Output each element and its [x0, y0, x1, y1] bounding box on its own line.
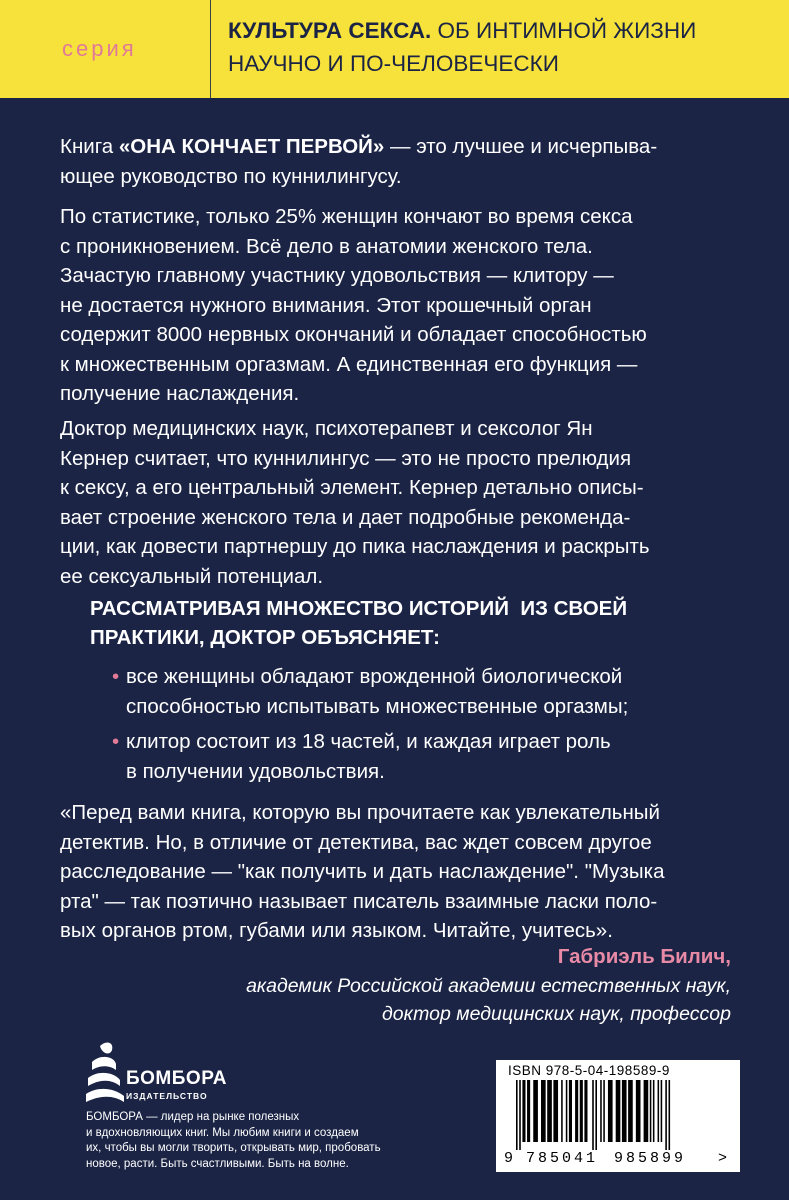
barcode-bar	[665, 1080, 667, 1150]
barcode-bar	[561, 1080, 563, 1142]
author-paragraph	[60, 414, 740, 591]
lead-line: ПРАКТИКИ, ДОКТОР ОБЪЯСНЯЕТ:	[90, 626, 441, 649]
paragraph-line: содержит 8000 нервных окончаний и обладает способностью	[60, 323, 647, 346]
quote-line: рта" — так поэтично называет писатель взаимные ласки поло-	[60, 889, 658, 913]
bullet-list	[90, 662, 750, 792]
paragraph-line: вает строение женского тела и дает подробные рекоменда-	[60, 505, 631, 529]
barcode-bar	[636, 1080, 641, 1142]
paragraph-line: не достается нужного внимания. Этот крошечный орган	[60, 293, 592, 317]
barcode-bar	[533, 1080, 538, 1142]
barcode-bar	[584, 1080, 587, 1142]
barcode-bar	[569, 1080, 572, 1142]
barcode-bar	[650, 1080, 652, 1142]
series-divider	[210, 0, 211, 98]
review-quote	[60, 798, 740, 946]
barcode-bar	[547, 1080, 552, 1142]
lead-line: РАССМАТРИВАЯ МНОЖЕСТВО ИСТОРИЙ ИЗ СВОЕЙ	[90, 597, 628, 620]
barcode-bar	[553, 1080, 558, 1142]
quote-line: «Перед вами книга, которую вы прочитаете как увлекательный	[60, 801, 660, 824]
quote-author-role: академик Российской академии естественных наук,	[246, 975, 731, 997]
quote-line: детектив. Но, в отличие от детектива, вас ждет совсем другое	[60, 830, 652, 854]
quote-author-name: Габриэль Билич,	[557, 945, 731, 968]
publisher-description	[86, 1110, 416, 1172]
barcode-bar	[595, 1080, 597, 1150]
isbn-number: ISBN 978-5-04-198589-9	[508, 1063, 670, 1078]
paragraph-line: Доктор медицинских наук, психотерапевт и сексолог Ян	[60, 417, 593, 440]
barcode-bars	[506, 1080, 730, 1152]
publisher-logo	[86, 1040, 246, 1110]
quote-author-role: доктор медицинских наук, профессор	[382, 1003, 731, 1025]
book-title: «ОНА КОНЧАЕТ ПЕРВОЙ»	[118, 135, 385, 158]
intro-after: — это лучшее и исчерпыва-	[384, 135, 658, 158]
paragraph-line: с проникновением. Всё дело в анатомии женского тела.	[60, 234, 593, 258]
paragraph-line: По статистике, только 25% женщин кончают во время секса	[60, 205, 633, 228]
barcode-bar	[566, 1080, 568, 1142]
quote-line: расследование — "как получить и дать наслаждение". "Музыка	[60, 860, 665, 883]
paragraph-line: Кернер считает, что куннилингус — это не просто прелюдия	[60, 446, 632, 470]
barcode-bar	[608, 1080, 613, 1142]
quote-line: вых органов ртом, губами или языком. Читайте, учитесь».	[60, 919, 613, 942]
barcode-bar	[616, 1080, 621, 1142]
list-item	[90, 662, 750, 721]
barcode-bar	[628, 1080, 633, 1142]
barcode-bar	[580, 1080, 583, 1142]
paragraph-line: получение наслаждения.	[60, 382, 300, 405]
series-title-rest: ОБ ИНТИМНОЙ ЖИЗНИ	[431, 18, 697, 43]
barcode-bar	[600, 1080, 602, 1142]
description-line: новое, расти. Быть счастливыми. Быть на волне.	[86, 1157, 349, 1170]
paragraph-line: Зачастую главному участнику удовольствия — клитору —	[60, 264, 614, 287]
bullet-line: в получении удовольствия.	[126, 759, 385, 783]
barcode-bar	[661, 1080, 663, 1142]
barcode-bar	[541, 1080, 546, 1142]
bombora-wave-icon	[86, 1040, 126, 1106]
lead-heading	[90, 594, 750, 652]
intro-line-2: ющее руководство по куннилингусу.	[60, 164, 402, 188]
publisher-sub: ИЗДАТЕЛЬСТВО	[126, 1091, 208, 1101]
bullet-line: клитор состоит из 18 частей, и каждая играет роль	[126, 730, 611, 753]
bullet-line: все женщины обладают врожденной биологической	[126, 665, 623, 688]
description-line: и вдохновляющих книг. Мы любим книги и создаем	[86, 1126, 359, 1139]
isbn-barcode	[496, 1060, 740, 1172]
barcode-bar	[527, 1080, 530, 1142]
bullet-icon: •	[112, 665, 120, 688]
barcode-right-group: 985899	[614, 1150, 687, 1167]
barcode-bar	[519, 1080, 521, 1150]
intro-before: Книга	[60, 135, 119, 158]
list-item	[90, 727, 750, 786]
barcode-bar	[575, 1080, 578, 1142]
series-title	[228, 14, 768, 80]
paragraph-line: к сексу, а его центральный элемент. Кернер детально описы-	[60, 476, 644, 499]
paragraph-line: ее сексуальный потенциал.	[60, 564, 324, 588]
barcode-bar	[603, 1080, 605, 1142]
barcode-bar	[516, 1080, 518, 1150]
bullet-line: способностью испытывать множественные оргазмы;	[126, 694, 629, 718]
barcode-bar	[658, 1080, 660, 1142]
publisher-name: БОМБОРА	[126, 1068, 227, 1089]
barcode-bar	[592, 1080, 594, 1150]
barcode-first-digit: 9	[504, 1150, 514, 1167]
barcode-bar	[644, 1080, 649, 1142]
series-label: серия	[62, 36, 137, 61]
description-line: БОМБОРА — лидер на рынке полезных	[86, 1111, 300, 1123]
barcode-arrow: >	[718, 1150, 728, 1167]
bullet-icon: •	[112, 730, 120, 753]
intro-paragraph	[60, 132, 740, 191]
series-title-line-2: НАУЧНО И ПО-ЧЕЛОВЕЧЕСКИ	[228, 51, 559, 76]
paragraph-line: к множественным оргазмам. А единственная его функция —	[60, 352, 638, 376]
barcode-bar	[622, 1080, 627, 1142]
description-line: их, чтобы вы могли творить, открывать мир, пробовать	[86, 1142, 381, 1154]
barcode-left-group: 785041	[526, 1150, 599, 1167]
series-title-bold: КУЛЬТУРА СЕКСА.	[228, 18, 432, 43]
paragraph-line: ции, как довести партнершу до пика наслаждения и раскрыть	[60, 535, 650, 558]
statistics-paragraph	[60, 202, 740, 409]
barcode-bar	[522, 1080, 525, 1142]
barcode-bar	[669, 1080, 671, 1150]
barcode-bar	[653, 1080, 655, 1142]
series-banner	[0, 0, 789, 98]
